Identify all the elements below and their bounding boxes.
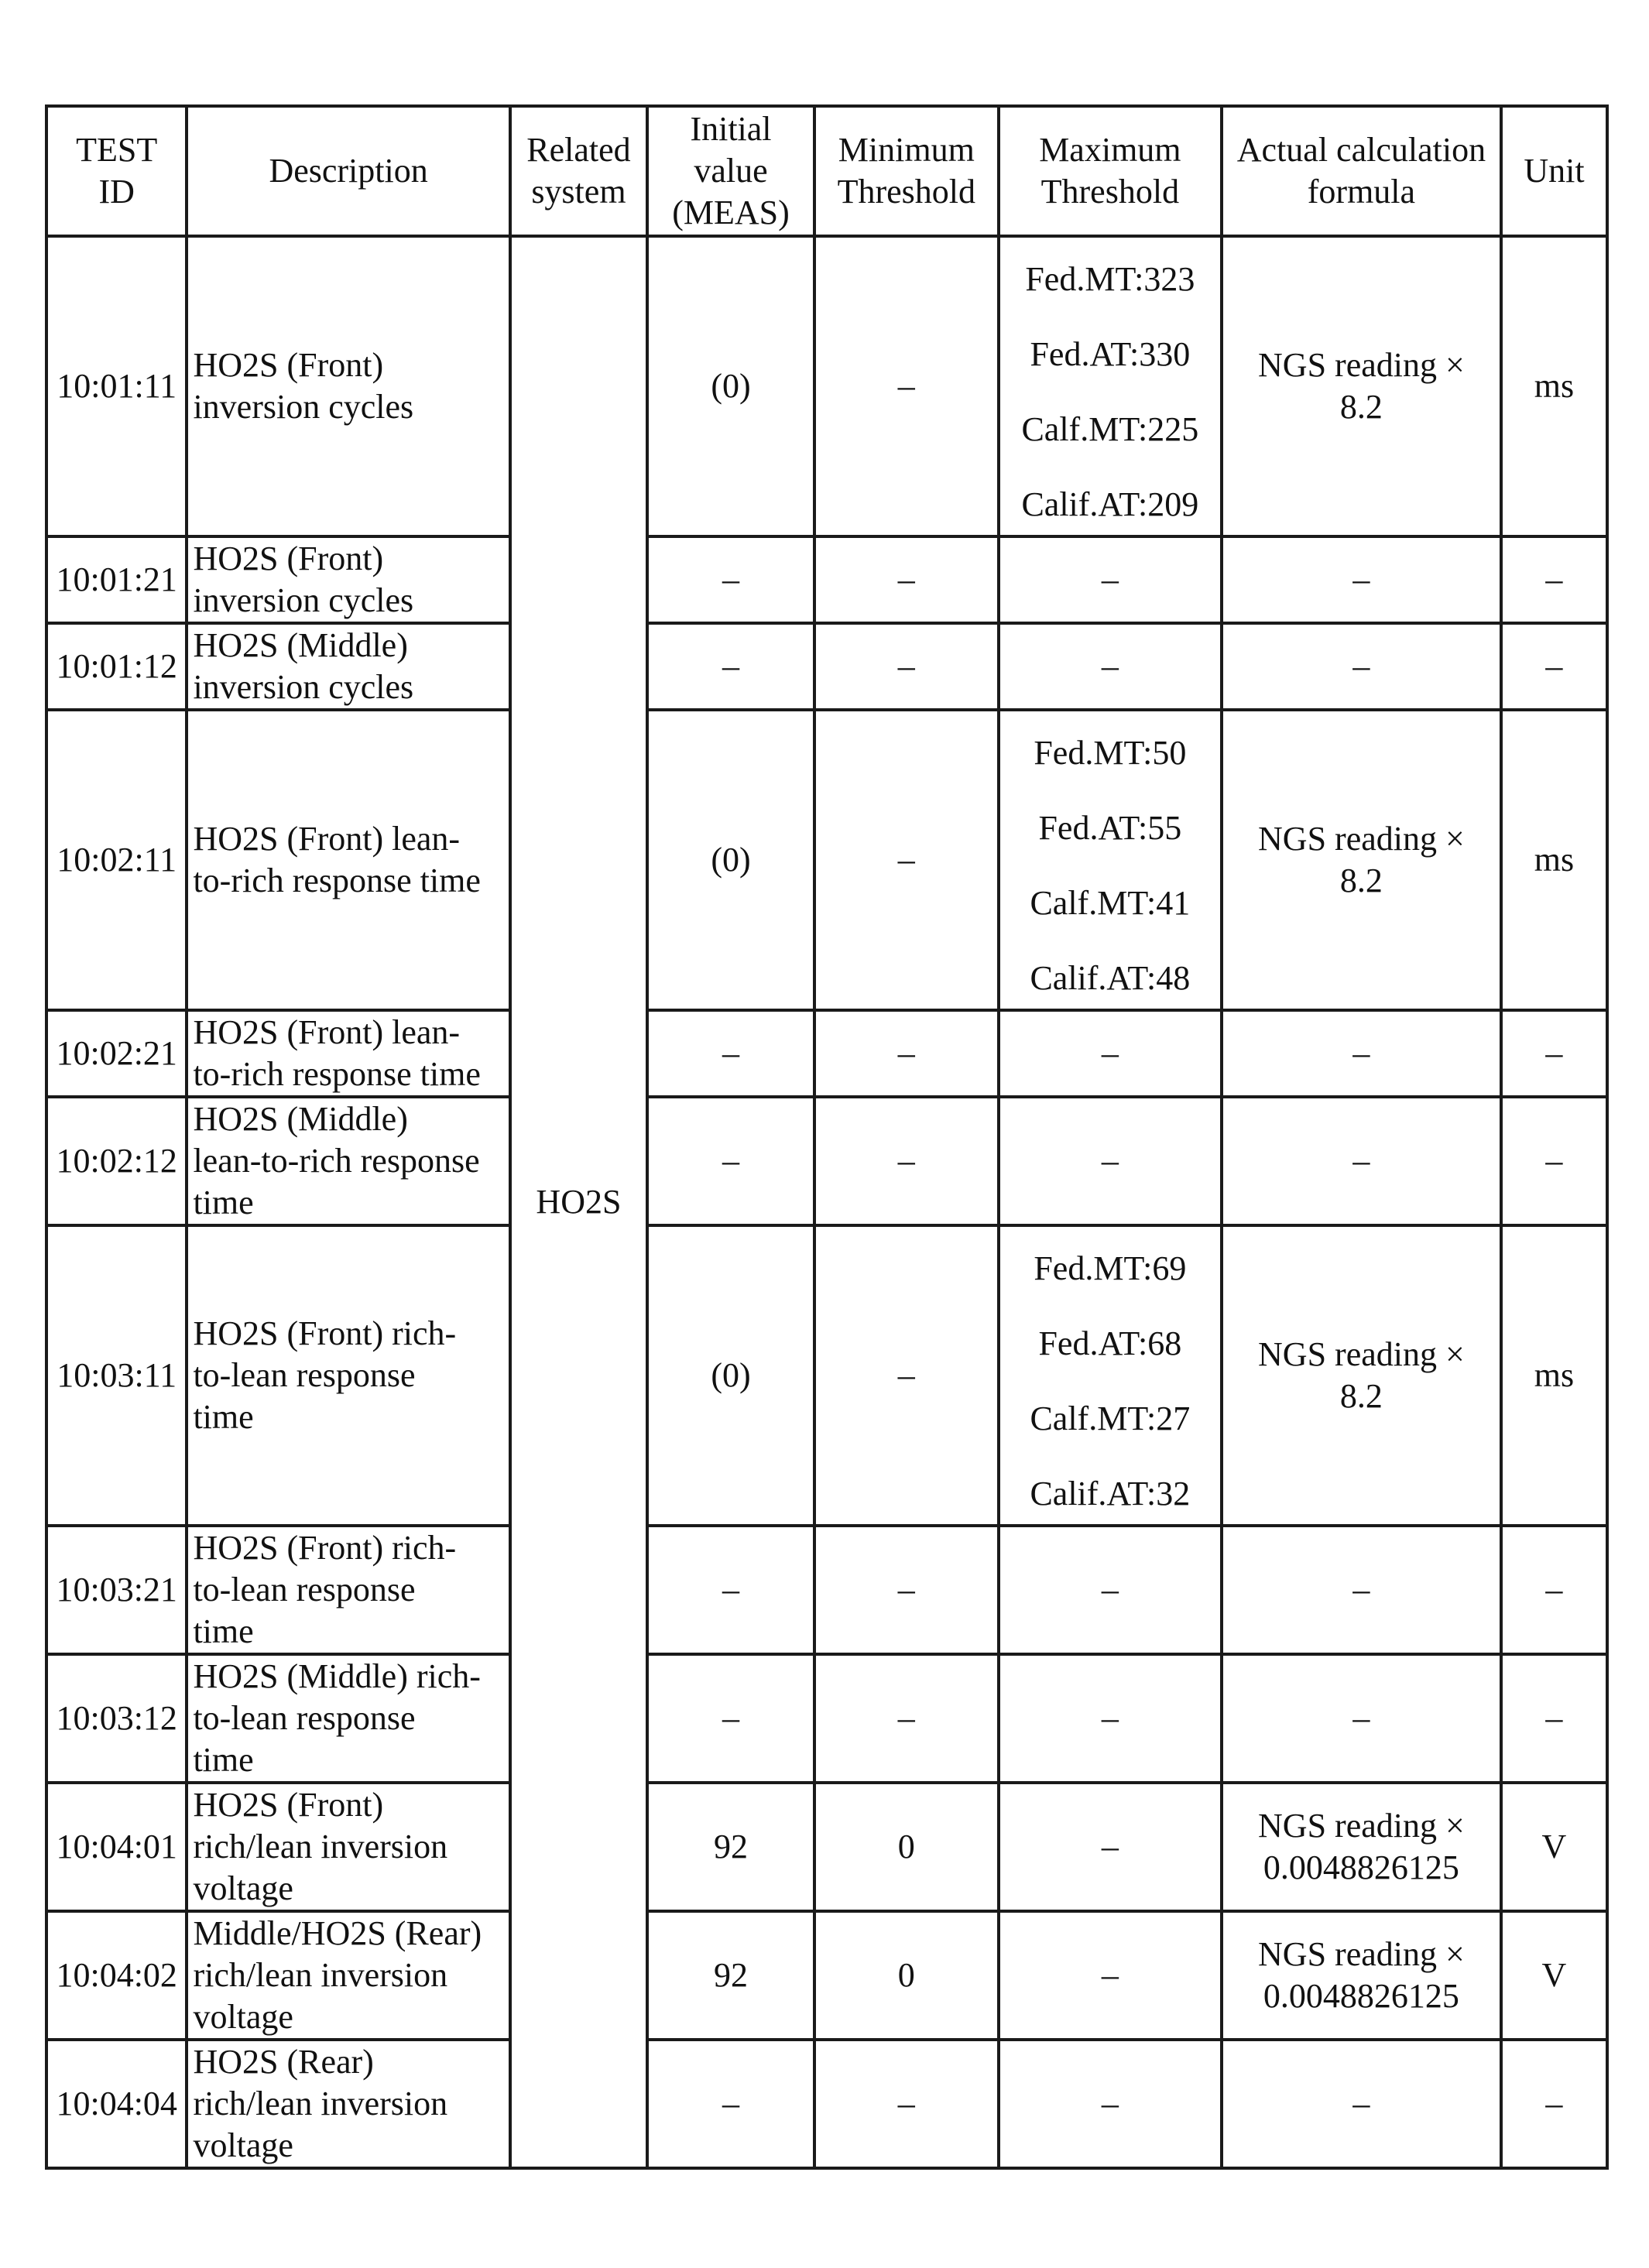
threshold-value: – xyxy=(1101,1699,1119,1737)
header-maximum-threshold: Maximum Threshold xyxy=(999,106,1222,236)
minimum-threshold-cell: – xyxy=(814,236,999,536)
threshold-value: Fed.AT:55 xyxy=(1038,809,1182,848)
formula-cell: NGS reading × 0.0048826125 xyxy=(1222,1911,1501,2040)
formula-cell: NGS reading × 8.2 xyxy=(1222,710,1501,1010)
maximum-threshold-cell xyxy=(999,536,1222,623)
minimum-threshold-cell: – xyxy=(814,1097,999,1225)
header-minimum-threshold: Minimum Threshold xyxy=(814,106,999,236)
test-id-cell: 10:01:11 xyxy=(46,236,187,536)
threshold-value: Calif.AT:209 xyxy=(1021,485,1199,524)
threshold-value: – xyxy=(1101,560,1119,598)
description-cell: HO2S (Front) rich- to-lean response time xyxy=(187,1526,509,1654)
formula-cell: – xyxy=(1222,623,1501,710)
initial-value-cell: – xyxy=(647,1097,814,1225)
test-id-cell: 10:01:21 xyxy=(46,536,187,623)
table-row xyxy=(46,536,1607,623)
formula-cell: – xyxy=(1222,1097,1501,1225)
header-description: Description xyxy=(187,106,509,236)
unit-cell: – xyxy=(1501,536,1607,623)
description-cell: HO2S (Middle) inversion cycles xyxy=(187,623,509,710)
minimum-threshold-cell: – xyxy=(814,1010,999,1097)
related-system-cell: HO2S xyxy=(510,236,647,2168)
test-id-cell: 10:02:11 xyxy=(46,710,187,1010)
threshold-value: – xyxy=(1101,1034,1119,1072)
test-id-cell: 10:02:21 xyxy=(46,1010,187,1097)
maximum-threshold-cell xyxy=(999,1783,1222,1911)
formula-cell: – xyxy=(1222,1654,1501,1783)
maximum-threshold-cell xyxy=(999,710,1222,1010)
header-related-system: Related system xyxy=(510,106,647,236)
description-cell: HO2S (Front) inversion cycles xyxy=(187,536,509,623)
unit-cell: V xyxy=(1501,1783,1607,1911)
header-calculation-formula: Actual calculation formula xyxy=(1222,106,1501,236)
table-row xyxy=(46,2040,1607,2168)
description-cell: Middle/HO2S (Rear) rich/lean inversion voltage xyxy=(187,1911,509,2040)
table-row xyxy=(46,1783,1607,1911)
table-row xyxy=(46,236,1607,536)
initial-value-cell: – xyxy=(647,536,814,623)
test-id-cell: 10:04:04 xyxy=(46,2040,187,2168)
table-row xyxy=(46,1526,1607,1654)
unit-cell: – xyxy=(1501,623,1607,710)
maximum-threshold-cell xyxy=(999,2040,1222,2168)
initial-value-cell: (0) xyxy=(647,710,814,1010)
threshold-value: – xyxy=(1101,1142,1119,1180)
minimum-threshold-cell: – xyxy=(814,1654,999,1783)
formula-cell: – xyxy=(1222,1010,1501,1097)
formula-cell: NGS reading × 8.2 xyxy=(1222,1225,1501,1526)
description-cell: HO2S (Middle) rich- to-lean response time xyxy=(187,1654,509,1783)
initial-value-cell: – xyxy=(647,2040,814,2168)
description-cell: HO2S (Front) inversion cycles xyxy=(187,236,509,536)
threshold-value: Fed.AT:330 xyxy=(1030,335,1191,374)
formula-cell: – xyxy=(1222,2040,1501,2168)
test-id-cell: 10:04:02 xyxy=(46,1911,187,2040)
table-row xyxy=(46,1010,1607,1097)
maximum-threshold-cell xyxy=(999,1911,1222,2040)
unit-cell: ms xyxy=(1501,710,1607,1010)
minimum-threshold-cell: – xyxy=(814,710,999,1010)
test-id-cell: 10:02:12 xyxy=(46,1097,187,1225)
unit-cell: – xyxy=(1501,2040,1607,2168)
table-row xyxy=(46,1911,1607,2040)
description-cell: HO2S (Front) lean- to-rich response time xyxy=(187,1010,509,1097)
test-id-cell: 10:01:12 xyxy=(46,623,187,710)
test-id-cell: 10:03:11 xyxy=(46,1225,187,1526)
test-id-cell: 10:03:12 xyxy=(46,1654,187,1783)
minimum-threshold-cell: – xyxy=(814,536,999,623)
header-initial-value: Initial value (MEAS) xyxy=(647,106,814,236)
maximum-threshold-cell xyxy=(999,1526,1222,1654)
threshold-value: – xyxy=(1101,1571,1119,1608)
unit-cell: – xyxy=(1501,1097,1607,1225)
table-row xyxy=(46,623,1607,710)
threshold-value: Calif.AT:32 xyxy=(1030,1475,1191,1513)
description-cell: HO2S (Middle) lean-to-rich response time xyxy=(187,1097,509,1225)
unit-cell: V xyxy=(1501,1911,1607,2040)
description-cell: HO2S (Front) rich- to-lean response time xyxy=(187,1225,509,1526)
test-id-cell: 10:03:21 xyxy=(46,1526,187,1654)
initial-value-cell: 92 xyxy=(647,1911,814,2040)
minimum-threshold-cell: – xyxy=(814,2040,999,2168)
threshold-value: – xyxy=(1101,2085,1119,2122)
description-cell: HO2S (Rear) rich/lean inversion voltage xyxy=(187,2040,509,2168)
threshold-value: Calf.MT:41 xyxy=(1030,884,1191,923)
maximum-threshold-cell xyxy=(999,1225,1222,1526)
formula-cell: NGS reading × 8.2 xyxy=(1222,236,1501,536)
maximum-threshold-cell xyxy=(999,623,1222,710)
threshold-value: Calf.MT:27 xyxy=(1030,1400,1191,1438)
initial-value-cell: – xyxy=(647,1654,814,1783)
maximum-threshold-cell xyxy=(999,1010,1222,1097)
header-test-id: TEST ID xyxy=(46,106,187,236)
table-body xyxy=(46,236,1607,2168)
unit-cell: ms xyxy=(1501,236,1607,536)
threshold-table-sheet xyxy=(45,104,1609,2170)
initial-value-cell: (0) xyxy=(647,236,814,536)
minimum-threshold-cell: – xyxy=(814,1526,999,1654)
minimum-threshold-cell: 0 xyxy=(814,1783,999,1911)
unit-cell: ms xyxy=(1501,1225,1607,1526)
threshold-value: Calf.MT:225 xyxy=(1021,410,1199,449)
header-unit: Unit xyxy=(1501,106,1607,236)
initial-value-cell: – xyxy=(647,623,814,710)
unit-cell: – xyxy=(1501,1010,1607,1097)
maximum-threshold-cell xyxy=(999,1654,1222,1783)
minimum-threshold-cell: 0 xyxy=(814,1911,999,2040)
threshold-value: Fed.AT:68 xyxy=(1038,1324,1182,1363)
formula-cell: NGS reading × 0.0048826125 xyxy=(1222,1783,1501,1911)
table-row xyxy=(46,1225,1607,1526)
minimum-threshold-cell: – xyxy=(814,623,999,710)
ho2s-threshold-table xyxy=(45,104,1609,2170)
description-cell: HO2S (Front) rich/lean inversion voltage xyxy=(187,1783,509,1911)
minimum-threshold-cell: – xyxy=(814,1225,999,1526)
formula-cell: – xyxy=(1222,1526,1501,1654)
table-row xyxy=(46,710,1607,1010)
unit-cell: – xyxy=(1501,1526,1607,1654)
threshold-value: Calif.AT:48 xyxy=(1030,959,1191,998)
threshold-value: – xyxy=(1101,1956,1119,1994)
maximum-threshold-cell xyxy=(999,236,1222,536)
threshold-value: Fed.MT:323 xyxy=(1025,260,1195,299)
table-row xyxy=(46,1097,1607,1225)
threshold-value: – xyxy=(1101,647,1119,685)
initial-value-cell: (0) xyxy=(647,1225,814,1526)
header-row xyxy=(46,106,1607,236)
formula-cell: – xyxy=(1222,536,1501,623)
maximum-threshold-cell xyxy=(999,1097,1222,1225)
table-row xyxy=(46,1654,1607,1783)
initial-value-cell: – xyxy=(647,1526,814,1654)
initial-value-cell: – xyxy=(647,1010,814,1097)
initial-value-cell: 92 xyxy=(647,1783,814,1911)
unit-cell: – xyxy=(1501,1654,1607,1783)
test-id-cell: 10:04:01 xyxy=(46,1783,187,1911)
description-cell: HO2S (Front) lean- to-rich response time xyxy=(187,710,509,1010)
threshold-value: – xyxy=(1101,1828,1119,1865)
threshold-value: Fed.MT:69 xyxy=(1034,1249,1187,1288)
threshold-value: Fed.MT:50 xyxy=(1034,734,1187,773)
